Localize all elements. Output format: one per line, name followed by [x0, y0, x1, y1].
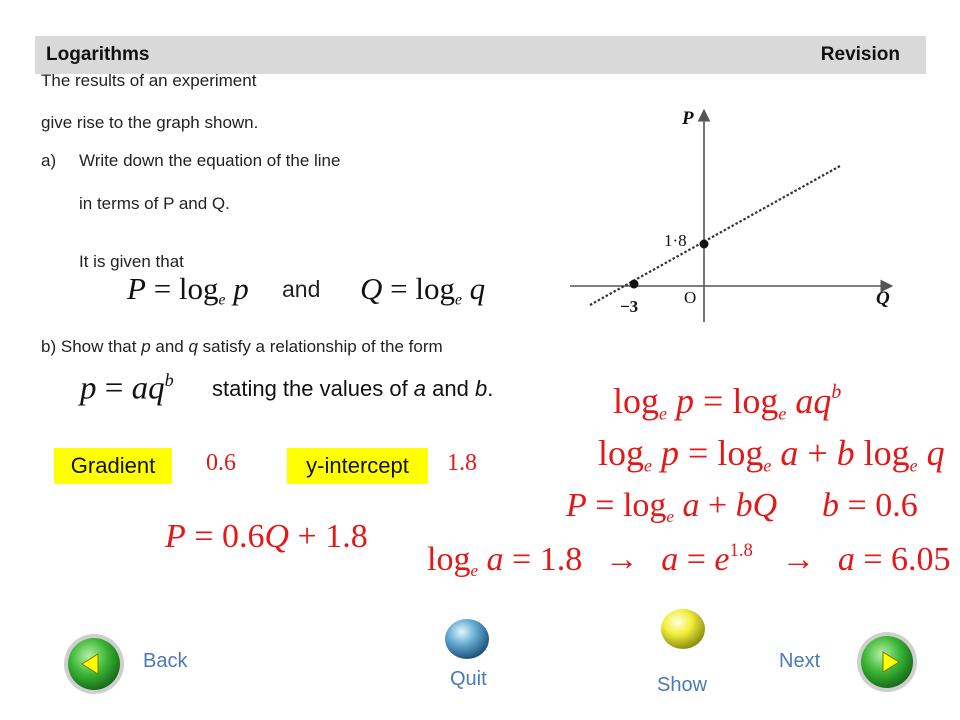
and-word: and [282, 276, 321, 302]
line-equation-intercept: 1.8 [325, 518, 368, 555]
line-equation: P = 0.6Q + 1.8 [165, 518, 368, 555]
b-value: 0.6 [875, 487, 918, 524]
back-label[interactable]: Back [143, 650, 188, 672]
x-axis-label: Q [876, 288, 890, 309]
var-p: p [141, 337, 151, 356]
a-value: 6.05 [891, 541, 951, 579]
gradient-value: 0.6 [206, 450, 236, 476]
part-a-question: Write down the equation of the line [79, 151, 341, 170]
part-b-text-pre: Show that [60, 337, 142, 356]
quit-label[interactable]: Quit [450, 668, 487, 690]
header-bar [35, 36, 926, 74]
part-b-text-post: satisfy a relationship of the form [197, 337, 443, 356]
stating-and: and [426, 376, 475, 401]
x-intercept-label: −3 [620, 297, 639, 316]
part-b-label: b) [41, 337, 57, 356]
intro-line-2: give rise to the graph shown. [41, 113, 259, 132]
next-arrow-icon [855, 630, 919, 694]
y-axis-label: P [682, 108, 694, 129]
stating-pre: stating the values of [212, 376, 414, 401]
next-button[interactable] [855, 630, 919, 694]
y-intercept-label: 1·8 [664, 231, 687, 250]
gradient-badge: Gradient [54, 448, 172, 484]
relationship-form: $p = aq^b$ [80, 370, 174, 407]
origin-label: O [684, 288, 697, 307]
x-intercept-point [630, 280, 639, 289]
slide-title: Logarithms [46, 44, 150, 65]
y-intercept-badge: y-intercept [287, 448, 428, 484]
back-arrow-icon [62, 632, 126, 696]
working-step-1: $\log_e p = \log_e aq^b$ [613, 381, 842, 424]
quit-button[interactable] [443, 616, 491, 662]
var-b: b [474, 376, 488, 401]
part-a-question-cont: in terms of P and Q. [79, 194, 230, 213]
quit-orb-icon [443, 616, 491, 662]
b-value-result: b = 0.6 [822, 487, 918, 524]
given-text: It is given that [79, 252, 184, 271]
y-intercept-point [700, 240, 709, 249]
part-b-question [41, 337, 443, 357]
working-step-2: $\log_e p = \log_e a + b$ $\log_e q$ [598, 433, 945, 476]
slide-section: Revision [820, 44, 900, 65]
show-orb-icon [659, 606, 707, 652]
stating-values-text: stating the values of a and b. [212, 376, 494, 401]
show-label[interactable]: Show [657, 674, 708, 696]
y-intercept-value: 1.8 [447, 450, 477, 476]
given-equation-Q: $Q = \log_e q$ [360, 271, 486, 309]
part-a-label: a) [41, 151, 57, 170]
var-a: a [413, 376, 427, 401]
part-b-and: and [150, 337, 189, 356]
intro-line-1: The results of an experiment [41, 71, 257, 90]
next-label[interactable]: Next [779, 650, 821, 672]
graph-line [590, 166, 840, 305]
working-step-4: $\log_e a = 1.8 \to a = e^{1.8} \to a = 6.05$ [427, 540, 951, 580]
var-q: q [188, 337, 198, 356]
experiment-graph [560, 100, 900, 330]
show-button[interactable] [659, 606, 707, 652]
back-button[interactable] [62, 632, 126, 696]
working-step-3: $P = \log_e a$ + bQ [566, 487, 778, 526]
given-equation-P: $P = \log_e p$ [127, 271, 249, 309]
